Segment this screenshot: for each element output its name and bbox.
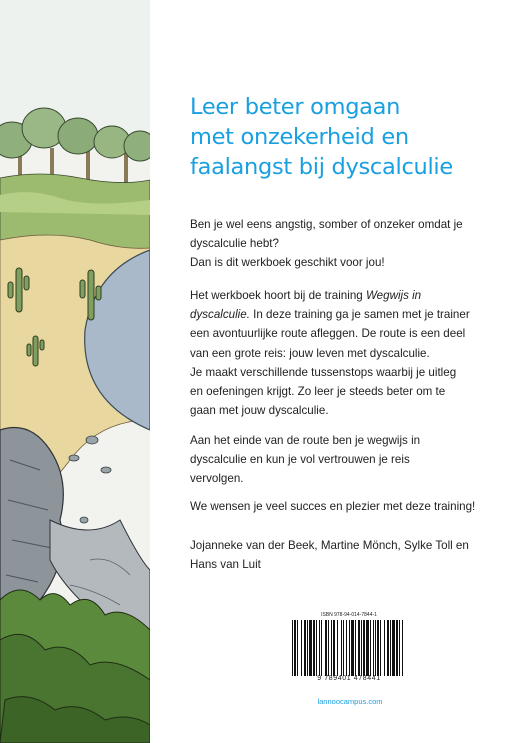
text-line: en oefeningen krijgt. Zo leer je steeds beter om te — [190, 385, 446, 399]
text-line: Hans van Luit — [190, 558, 261, 572]
barcode-digits: 9 789401 478441 — [317, 675, 381, 682]
text-line: dyscalculie. In deze training ga je samen met je trainer — [190, 308, 470, 322]
text-line: vervolgen. — [190, 472, 244, 486]
intro-paragraph — [190, 215, 510, 273]
title-line: met onzekerheid en — [190, 124, 409, 150]
text-line: Dan is dit werkboek geschikt voor jou! — [190, 256, 385, 270]
text-line: gaan met jouw dyscalculie. — [190, 404, 329, 418]
title-line: Leer beter omgaan — [190, 94, 401, 120]
text-line: Je maakt verschillende tussenstops waarbij je uitleg — [190, 365, 457, 379]
barcode-icon — [292, 620, 404, 676]
publisher-website: lannoocampus.com — [317, 697, 383, 706]
text-line: van een grote reis: jouw leven met dyscalculie. — [190, 346, 430, 360]
wish-paragraph — [190, 497, 510, 516]
back-cover-title — [190, 92, 510, 182]
text-line: Jojanneke van der Beek, Martine Mönch, Sylke Toll en — [190, 539, 469, 552]
text-line: Aan het einde van de route ben je wegwijs in — [190, 434, 421, 447]
text-line: We wensen je veel succes en plezier met deze training! — [190, 500, 476, 513]
text-line: dyscalculie hebt? — [190, 237, 279, 251]
training-name-italic: dyscalculie. — [190, 308, 250, 322]
text-line: dyscalculie en kun je vol vertrouwen je reis — [190, 453, 410, 467]
cover-illustration — [0, 0, 150, 743]
isbn-barcode-block — [288, 612, 410, 686]
isbn-label: ISBN 978-94-014-7844-1 — [321, 612, 377, 618]
authors-paragraph — [190, 536, 510, 574]
training-name-italic: Wegwijs in — [365, 289, 422, 302]
text-line: Het werkboek hoort bij de training Wegwijs in — [190, 289, 422, 302]
text-line: een avontuurlijke route afleggen. De route is een deel — [190, 327, 466, 341]
body-paragraph — [190, 286, 510, 420]
end-paragraph — [190, 431, 510, 489]
title-line: faalangst bij dyscalculie — [190, 154, 453, 180]
text-line: Ben je wel eens angstig, somber of onzeker omdat je — [190, 218, 463, 231]
